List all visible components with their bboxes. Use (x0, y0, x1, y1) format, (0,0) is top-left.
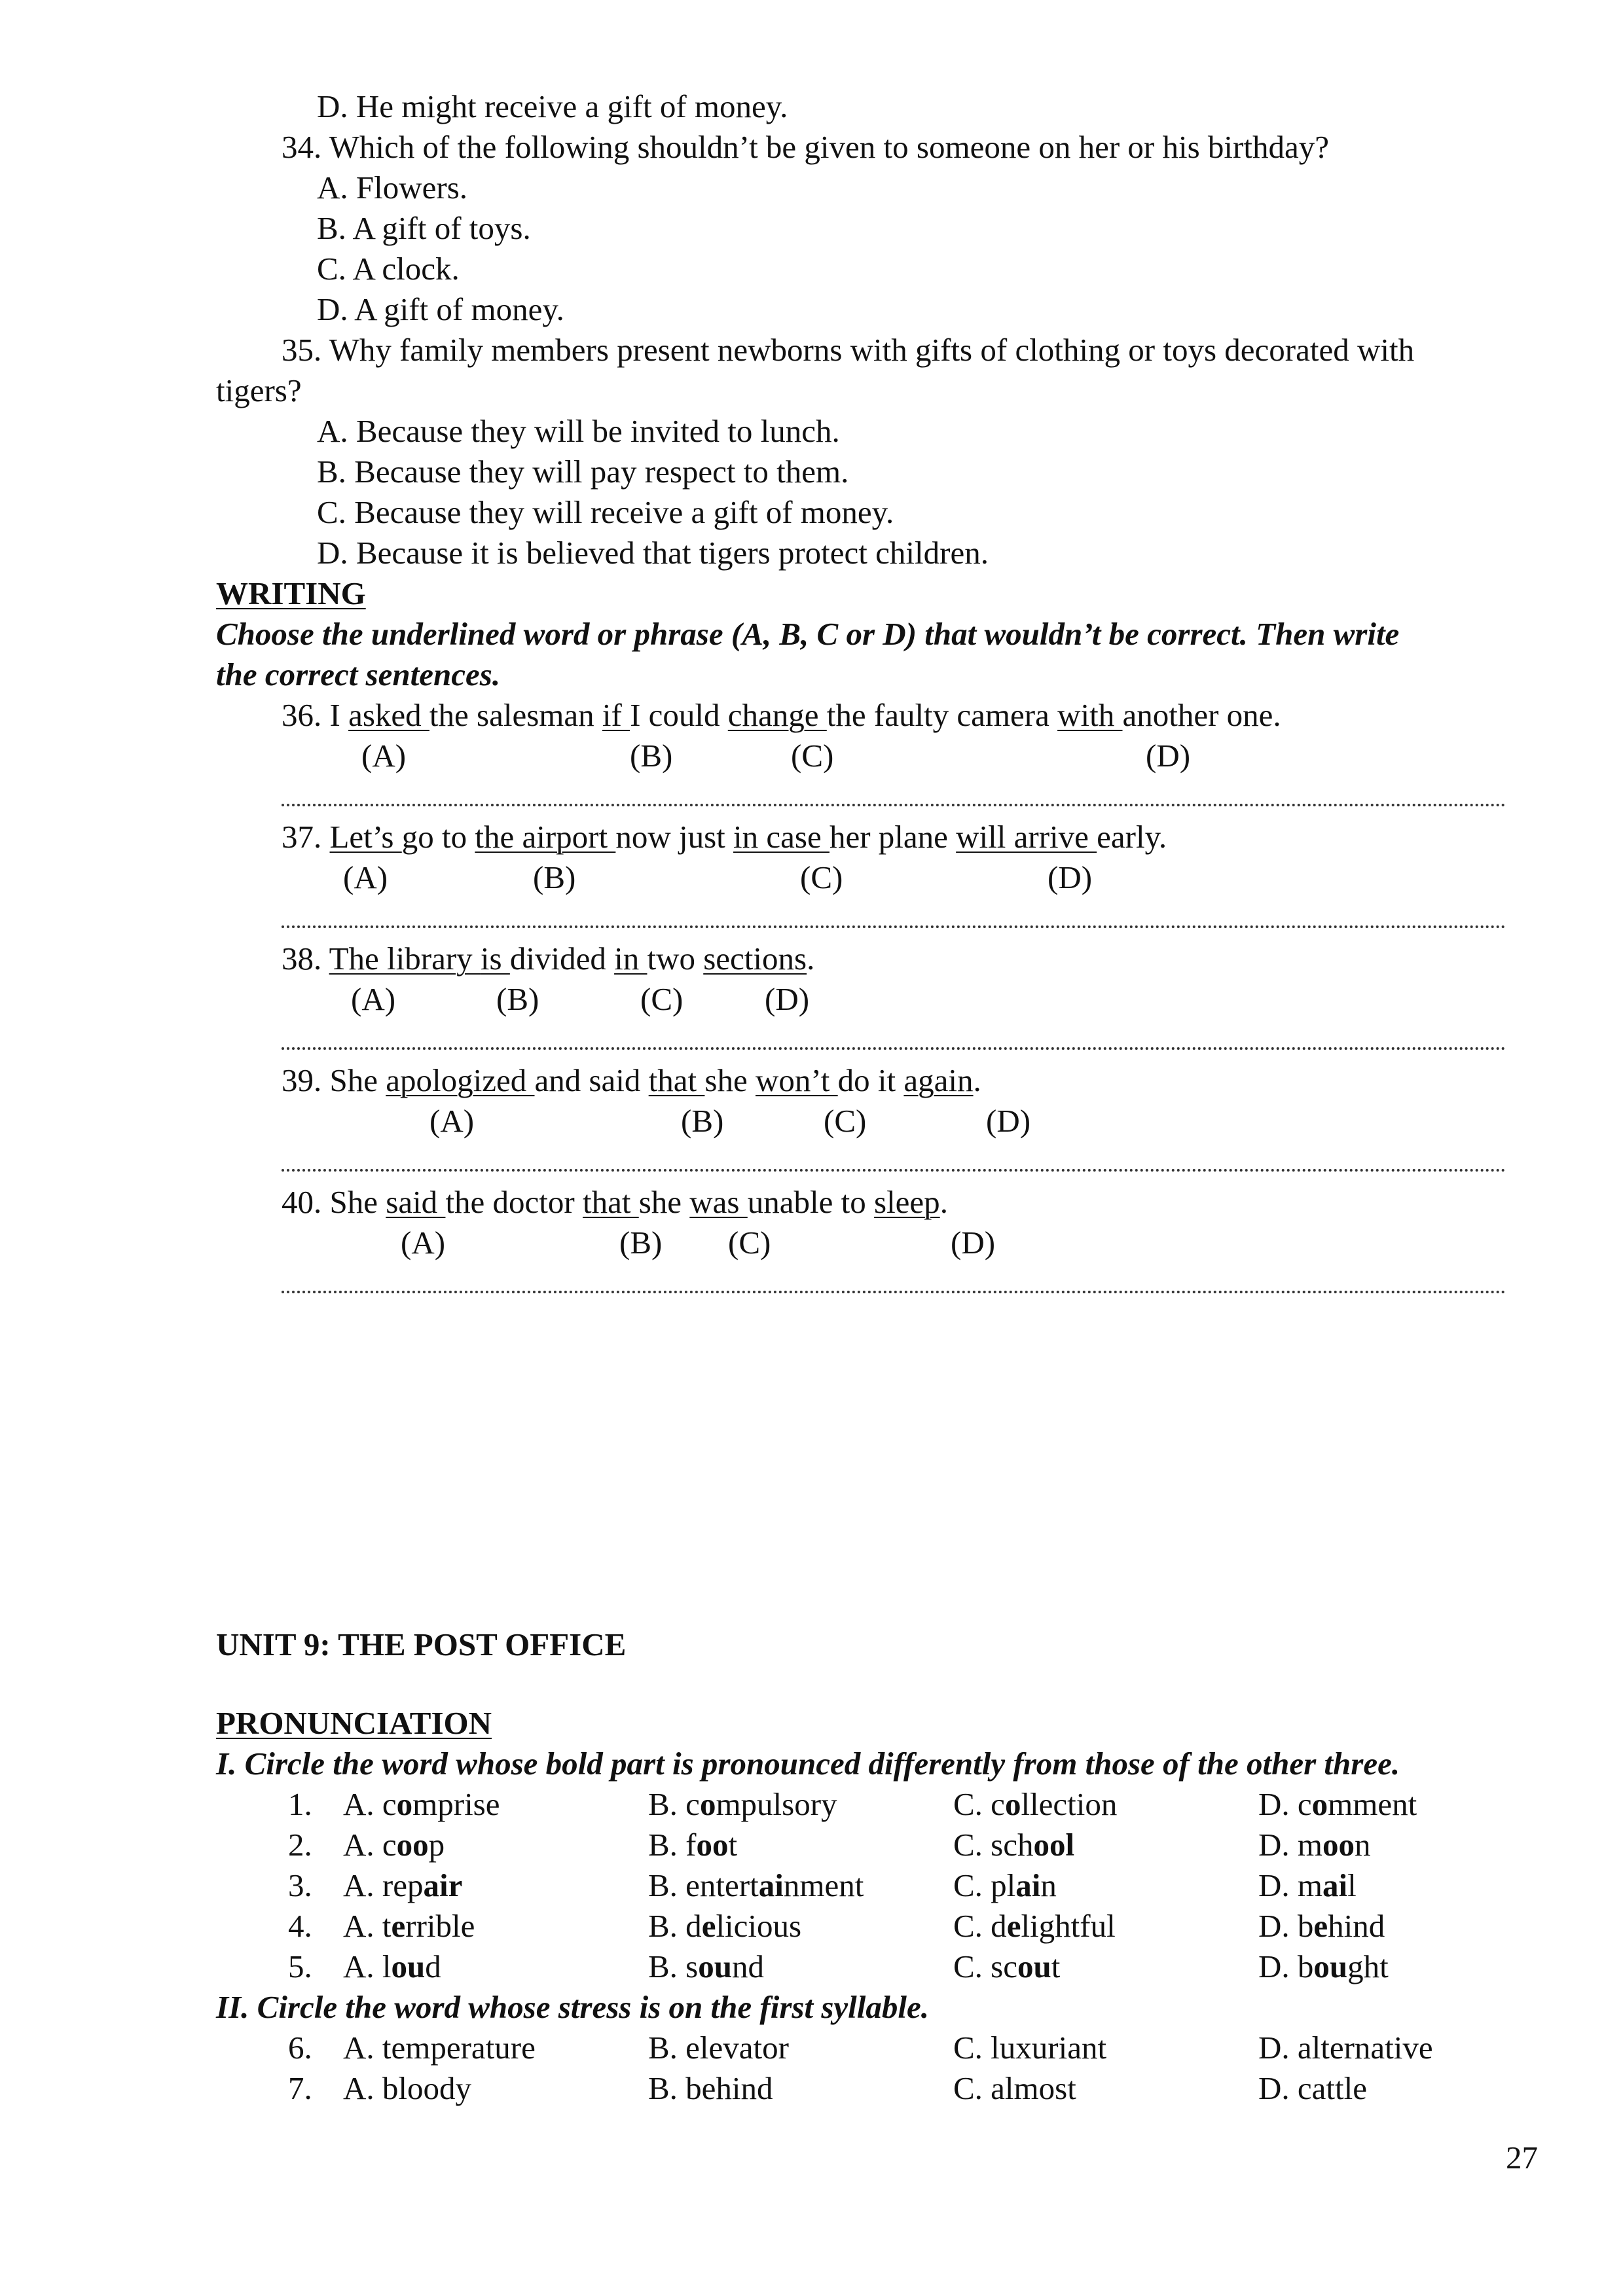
row-number: 4. (288, 1908, 312, 1944)
q37-underline-b: the airport (475, 819, 616, 855)
q39-underline-b: that (648, 1062, 705, 1098)
row1-option-b[interactable]: B. compulsory (648, 1786, 837, 1822)
q38-underline-b: is (480, 941, 510, 977)
q37-label-d: (D) (1048, 859, 1093, 895)
row7-option-c[interactable]: C. almost (953, 2070, 1076, 2106)
q40-answer-line[interactable] (282, 1284, 1506, 1293)
q37-answer-line[interactable] (282, 919, 1506, 928)
q34-option-b: B. A gift of toys. (317, 210, 531, 246)
q35-option-b: B. Because they will pay respect to them. (317, 454, 849, 490)
q40-underline-c: was (689, 1184, 748, 1220)
writing-instruction-line2: the correct sentences. (216, 656, 501, 692)
q38-sentence: 38. The library is divided in two sections. (282, 941, 815, 977)
row7-option-b[interactable]: B. behind (648, 2070, 773, 2106)
q35-stem-line1: 35. Why family members present newborns with gifts of clothing or toys decorated with (282, 332, 1415, 368)
q40-underline-b: that (582, 1184, 639, 1220)
row3-option-c[interactable]: C. plain (953, 1867, 1057, 1903)
row4-option-a[interactable]: A. terrible (343, 1908, 475, 1944)
q36-label-c: (C) (791, 738, 834, 774)
q40-label-a: (A) (401, 1225, 446, 1261)
row3-option-b[interactable]: B. entertainment (648, 1867, 864, 1903)
row6-option-c[interactable]: C. luxuriant (953, 2030, 1107, 2066)
row1-option-d[interactable]: D. comment (1258, 1786, 1417, 1822)
q36-label-a: (A) (361, 738, 407, 774)
q38-label-b: (B) (496, 981, 539, 1017)
q36-underline-a: asked (348, 697, 429, 733)
q34-stem: 34. Which of the following shouldn’t be given to someone on her or his birthday? (282, 129, 1329, 165)
row2-option-c[interactable]: C. school (953, 1827, 1075, 1863)
page-number: 27 (1506, 2140, 1538, 2176)
q37-underline-a: Let’s (329, 819, 402, 855)
q36-answer-line[interactable] (282, 797, 1506, 806)
q35-option-c: C. Because they will receive a gift of money. (317, 494, 894, 530)
row5-option-a[interactable]: A. loud (343, 1948, 441, 1984)
q38-underline-d: sections (703, 941, 807, 977)
q36-label-d: (D) (1146, 738, 1191, 774)
row3-option-d[interactable]: D. mail (1258, 1867, 1357, 1903)
q38-underline-c: in (614, 941, 647, 977)
row2-option-b[interactable]: B. foot (648, 1827, 738, 1863)
q35-option-a: A. Because they will be invited to lunch. (317, 413, 840, 449)
q36-underline-c: change (727, 697, 827, 733)
q35-stem-line2: tigers? (216, 372, 302, 408)
q39-sentence: 39. She apologized and said that she won’t do it again. (282, 1062, 981, 1098)
q39-label-d: (D) (986, 1103, 1031, 1139)
q40-underline-d: sleep (874, 1184, 940, 1220)
q35-option-d: D. Because it is believed that tigers protect children. (317, 535, 989, 571)
q36-underline-d: with (1057, 697, 1123, 733)
q38-label-a: (A) (351, 981, 396, 1017)
q37-label-b: (B) (533, 859, 576, 895)
q33-option-d: D. He might receive a gift of money. (317, 88, 788, 124)
q38-answer-line[interactable] (282, 1041, 1506, 1050)
q40-sentence: 40. She said the doctor that she was unable to sleep. (282, 1184, 948, 1220)
row5-option-d[interactable]: D. bought (1258, 1948, 1389, 1984)
part1-instruction: I. Circle the word whose bold part is pronounced differently from those of the other three. (216, 1746, 1400, 1782)
q36-label-b: (B) (630, 738, 673, 774)
q36-sentence: 36. I asked the salesman if I could change the faulty camera with another one. (282, 697, 1281, 733)
row2-option-a[interactable]: A. coop (343, 1827, 445, 1863)
q40-label-b: (B) (619, 1225, 663, 1261)
row4-option-d[interactable]: D. behind (1258, 1908, 1385, 1944)
row4-option-c[interactable]: C. delightful (953, 1908, 1116, 1944)
row-number: 1. (288, 1786, 312, 1822)
row5-option-b[interactable]: B. sound (648, 1948, 765, 1984)
row7-option-d[interactable]: D. cattle (1258, 2070, 1367, 2106)
row-number: 5. (288, 1948, 312, 1984)
row1-option-c[interactable]: C. collection (953, 1786, 1118, 1822)
q37-underline-d: will arrive (956, 819, 1097, 855)
q37-label-c: (C) (800, 859, 843, 895)
writing-instruction-line1: Choose the underlined word or phrase (A, B, C or D) that wouldn’t be correct. Then write (216, 616, 1400, 652)
row5-option-c[interactable]: C. scout (953, 1948, 1061, 1984)
row6-option-b[interactable]: B. elevator (648, 2030, 789, 2066)
q37-label-a: (A) (343, 859, 388, 895)
row6-option-d[interactable]: D. alternative (1258, 2030, 1433, 2066)
unit-title: UNIT 9: THE POST OFFICE (216, 1626, 627, 1662)
q40-underline-a: said (386, 1184, 446, 1220)
q39-underline-c: won’t (755, 1062, 838, 1098)
q38-label-d: (D) (765, 981, 810, 1017)
q39-underline-a: apologized (386, 1062, 535, 1098)
q34-option-a: A. Flowers. (317, 170, 468, 206)
q40-label-c: (C) (728, 1225, 771, 1261)
q39-answer-line[interactable] (282, 1162, 1506, 1172)
q34-option-d: D. A gift of money. (317, 291, 564, 327)
q39-underline-d: again (903, 1062, 974, 1098)
row-number: 2. (288, 1827, 312, 1863)
q38-label-c: (C) (640, 981, 684, 1017)
q40-label-d: (D) (951, 1225, 996, 1261)
q39-label-b: (B) (681, 1103, 724, 1139)
q37-underline-c: in case (733, 819, 830, 855)
row-number: 6. (288, 2030, 312, 2066)
row-number: 3. (288, 1867, 312, 1903)
q34-option-c: C. A clock. (317, 251, 460, 287)
writing-heading: WRITING (216, 575, 366, 611)
q36-underline-b: if (602, 697, 630, 733)
q37-sentence: 37. Let’s go to the airport now just in case her plane will arrive early. (282, 819, 1167, 855)
pronunciation-heading: PRONUNCIATION (216, 1705, 492, 1741)
row3-option-a[interactable]: A. repair (343, 1867, 463, 1903)
row6-option-a[interactable]: A. temperature (343, 2030, 536, 2066)
row2-option-d[interactable]: D. moon (1258, 1827, 1371, 1863)
q39-label-a: (A) (429, 1103, 475, 1139)
q39-label-c: (C) (824, 1103, 867, 1139)
part2-instruction: II. Circle the word whose stress is on the first syllable. (216, 1989, 930, 2025)
row7-option-a[interactable]: A. bloody (343, 2070, 471, 2106)
q38-underline-a: The library (329, 941, 481, 977)
row4-option-b[interactable]: B. delicious (648, 1908, 802, 1944)
row1-option-a[interactable]: A. comprise (343, 1786, 500, 1822)
row-number: 7. (288, 2070, 312, 2106)
